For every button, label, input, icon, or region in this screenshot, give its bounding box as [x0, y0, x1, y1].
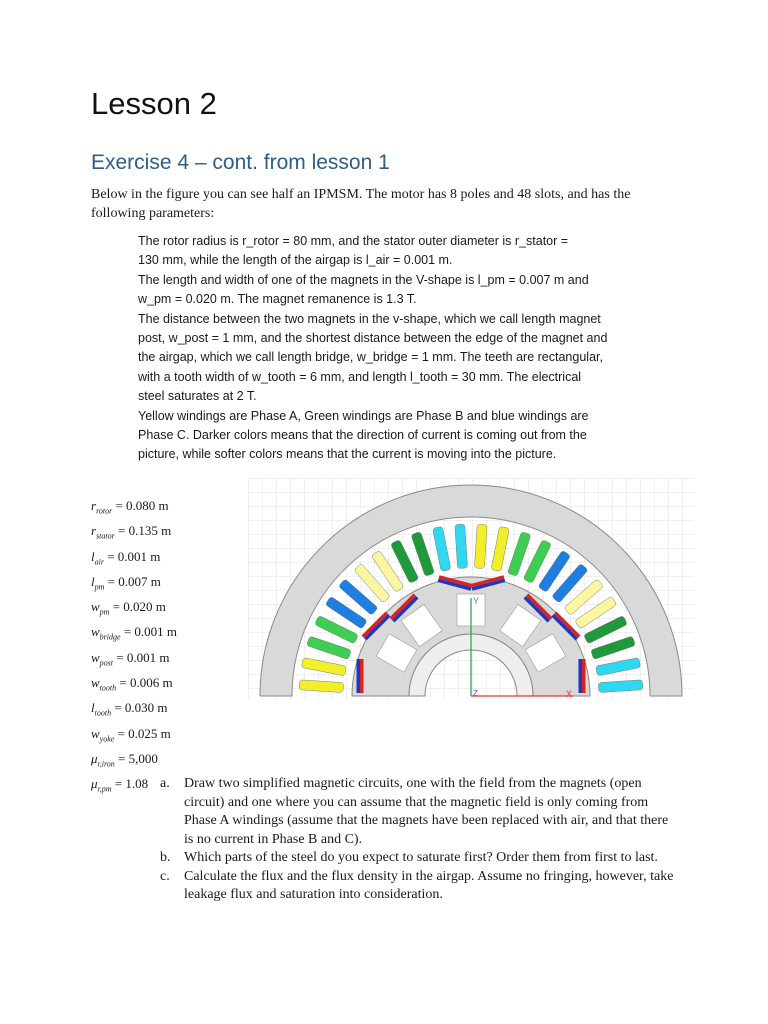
variable-item: $l_{air} = 0.001$ m: [91, 548, 161, 567]
param-line: The distance between the two magnets in the v-shape, which we call length magnet: [138, 311, 601, 326]
lesson-heading: Lesson 2: [91, 86, 217, 121]
question-text: Which parts of the steel do you expect to saturate first? Order them from first to last.: [184, 850, 658, 865]
variable-item: $w_{post} = 0.001$ m: [91, 649, 170, 668]
variable-item: $\mu_{r,iron} = 5,000$: [91, 750, 158, 769]
question-item: [160, 849, 680, 868]
param-line: Yellow windings are Phase A, Green windings are Phase B and blue windings are: [138, 408, 589, 423]
param-line: 130 mm, while the length of the airgap is l_air = 0.001 m.: [138, 253, 453, 268]
intro-paragraph: Below in the figure you can see half an IPMSM. The motor has 8 poles and 48 slots, and has the following parameters:: [91, 187, 631, 221]
param-line: with a tooth width of w_tooth = 6 mm, and length l_tooth = 30 mm. The electrical: [138, 369, 582, 384]
axis-z-label: Z: [473, 689, 478, 698]
variable-item: $\mu_{r,pm} = 1.08$: [91, 776, 149, 794]
param-line: picture, while softer colors means that the current is moving into the picture.: [138, 447, 557, 462]
axis-x-label: X: [566, 689, 573, 699]
param-line: the airgap, which we call length bridge, w_bridge = 1 mm. The teeth are rectangular,: [138, 350, 603, 365]
variable-item: $w_{yoke} = 0.025$ m: [91, 725, 171, 744]
param-line: The length and width of one of the magnets in the V-shape is l_pm = 0.007 m and: [138, 272, 589, 287]
question-label: a.: [160, 776, 170, 791]
axis-y-label: Y: [473, 596, 480, 606]
param-line: post, w_post = 1 mm, and the shortest distance between the edge of the magnet and: [138, 331, 608, 346]
exercise-heading: Exercise 4 – cont. from lesson 1: [91, 151, 390, 174]
param-line: Phase C. Darker colors means that the direction of current is coming out from the: [138, 428, 587, 443]
question-item: [160, 775, 680, 849]
param-line: w_pm = 0.020 m. The magnet remanence is 1.3 T.: [138, 292, 417, 307]
variable-list: [91, 496, 177, 800]
variable-item: $l_{pm} = 0.007$ m: [91, 573, 161, 592]
question-text: Calculate the flux and the flux density in the airgap. Assume no fringing, however, take leakage flux and saturation into consideration.: [184, 868, 674, 902]
question-label: c.: [160, 868, 170, 884]
question-item: [160, 868, 680, 905]
variable-item: $l_{tooth} = 0.030$ m: [91, 700, 168, 718]
parameters-block: [138, 232, 678, 465]
questions-list: [160, 775, 680, 905]
variable-item: $w_{pm} = 0.020$ m: [91, 599, 166, 617]
motor-cross-section-figure: [248, 478, 694, 700]
variable-item: $r_{stator} = 0.135$ m: [91, 523, 172, 541]
param-line: steel saturates at 2 T.: [138, 389, 257, 404]
permanent-magnet: [579, 659, 586, 693]
permanent-magnet: [357, 659, 364, 693]
question-text: Draw two simplified magnetic circuits, one with the field from the magnets (open circuit) and one where you can assume that the magnetic field is only coming from Phase A windings (assume that the magnets have been replaced with air, and that there is no current in Phase B and C).: [184, 776, 669, 847]
variable-item: $w_{tooth} = 0.006$ m: [91, 675, 173, 693]
variable-item: $w_{bridge} = 0.001$ m: [91, 624, 178, 643]
variable-item: $r_{rotor} = 0.080$ m: [91, 498, 169, 516]
param-line: The rotor radius is r_rotor = 80 mm, and the stator outer diameter is r_stator =: [138, 234, 569, 248]
question-label: b.: [160, 850, 171, 865]
